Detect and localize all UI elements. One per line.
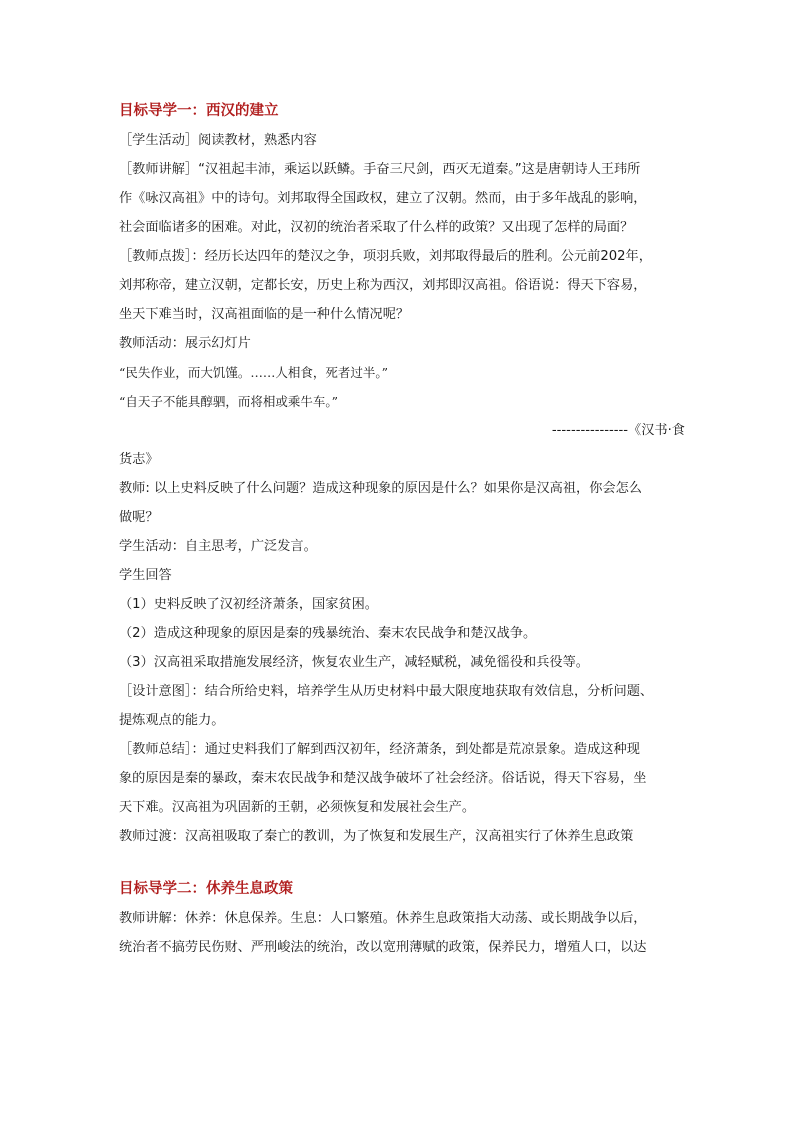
quote-line: “自天子不能具醇驷，而将相或乘牛车。”: [119, 394, 339, 409]
paragraph-line: 货志》: [119, 452, 159, 467]
paragraph-line: ［教师点拨］：经历长达四年的楚汉之争，项羽兵败，刘邦取得最后的胜利。公元前202年，: [119, 249, 652, 264]
paragraph-line: 做呢？: [119, 510, 159, 525]
paragraph-line: 作《咏汉高祖》中的诗句。刘邦取得全国政权，建立了汉朝。然而，由于多年战乱的影响，: [119, 191, 647, 206]
paragraph-line: 学生活动：自主思考，广泛发言。: [119, 539, 317, 554]
paragraph-line: 教师: 以上史料反映了什么问题？造成这种现象的原因是什么？如果你是汉高祖，你会怎么: [119, 481, 642, 496]
answer-item: （1）史料反映了汉初经济萧条，国家贫困。: [119, 597, 378, 612]
paragraph-line: 象的原因是秦的暴政，秦末农民战争和楚汉战争破坏了社会经济。俗话说，得天下容易，坐: [119, 771, 647, 786]
section-heading-2: 目标导学二：休养生息政策: [119, 880, 293, 897]
section-heading-1: 目标导学一：西汉的建立: [119, 102, 279, 119]
paragraph-line: ［教师总结］：通过史料我们了解到西汉初年，经济萧条，到处都是荒凉景象。造成这种现: [119, 742, 640, 757]
paragraph-line: 天下难。汉高祖为巩固新的王朝，必须恢复和发展社会生产。: [119, 800, 476, 815]
paragraph-line: 刘邦称帝，建立汉朝，定都长安，历史上称为西汉，刘邦即汉高祖。俗语说：得天下容易，: [119, 278, 647, 293]
paragraph-line: 社会面临诸多的困难。对此，汉初的统治者采取了什么样的政策？又出现了怎样的局面？: [119, 220, 634, 235]
paragraph-line: ［学生活动］阅读教材，熟悉内容: [119, 133, 317, 148]
quote-source: ----------------《汉书·食: [551, 423, 685, 438]
paragraph-line: ［设计意图］：结合所给史料，培养学生从历史材料中最大限度地获取有效信息，分析问题、: [119, 684, 654, 699]
paragraph-line: ［教师讲解］“汉祖起丰沛，乘运以跃鳞。手奋三尺剑，西灭无道秦。”这是唐朝诗人王玮所: [119, 162, 641, 177]
paragraph-line: 提炼观点的能力。: [119, 713, 225, 728]
document-body: [119, 96, 685, 962]
paragraph-line: 教师过渡：汉高祖吸取了秦亡的教训，为了恢复和发展生产，汉高祖实行了休养生息政策: [119, 829, 634, 844]
quote-line: “民失作业，而大饥馑。……人相食，死者过半。”: [119, 365, 389, 380]
paragraph-line: 统治者不搞劳民伤财、严刑峻法的统治，改以宽刑薄赋的政策，保养民力，增殖人口，以达: [119, 940, 647, 955]
paragraph-line: 教师讲解：休养：休息保养。生息：人口繁殖。休养生息政策指大动荡、或长期战争以后，: [119, 911, 647, 926]
answer-item: （3）汉高祖采取措施发展经济，恢复农业生产，减轻赋税，减免徭役和兵役等。: [119, 655, 589, 670]
section-spacer: [119, 851, 685, 874]
paragraph-line: 坐天下难当时，汉高祖面临的是一种什么情况呢？: [119, 307, 410, 322]
answer-item: （2）造成这种现象的原因是秦的残暴统治、秦末农民战争和楚汉战争。: [119, 626, 537, 641]
paragraph-line: 学生回答: [119, 568, 172, 583]
paragraph-line: 教师活动：展示幻灯片: [119, 336, 251, 351]
